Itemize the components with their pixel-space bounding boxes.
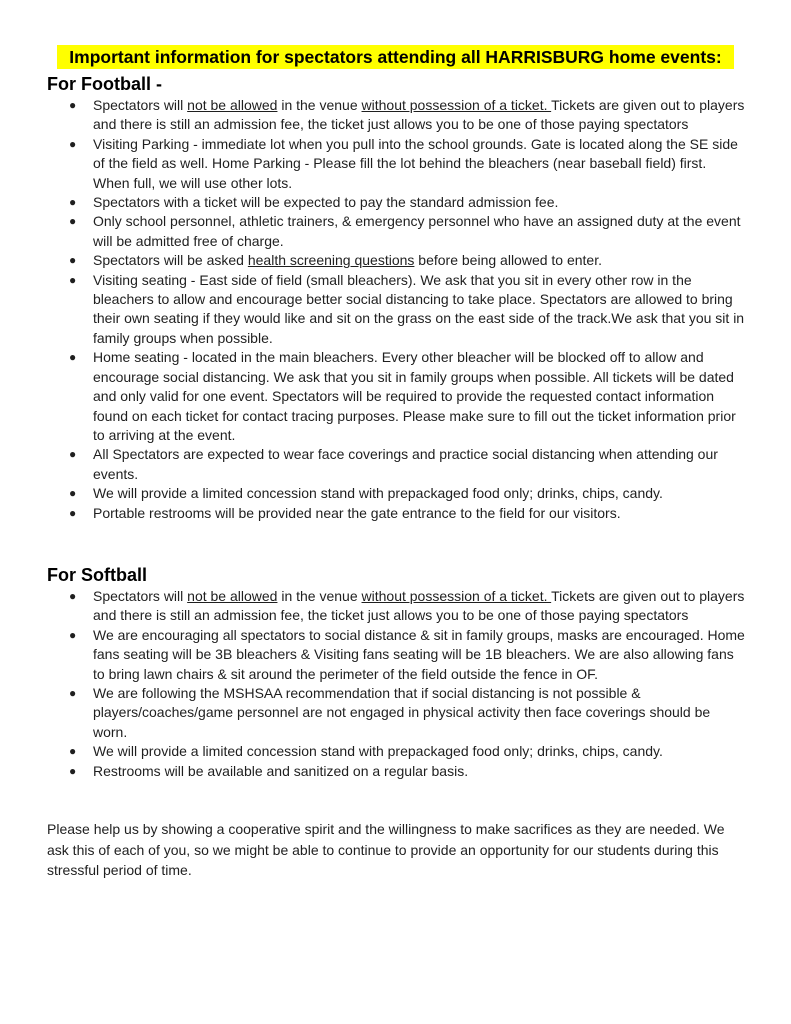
underlined-text: without possession of a ticket. <box>361 97 552 113</box>
important-info-banner: Important information for spectators attending all HARRISBURG home events: <box>57 45 734 69</box>
bullet-icon: ● <box>69 447 77 462</box>
bullet-icon: ● <box>69 253 77 268</box>
bullet-icon: ● <box>69 214 77 229</box>
bullet-text: Portable restrooms will be provided near the gate entrance to the field for our visitors. <box>93 504 621 521</box>
list-item <box>69 193 745 212</box>
list-item <box>69 96 745 135</box>
list-item <box>69 504 745 523</box>
underlined-text: health screening questions <box>247 252 415 269</box>
closing-paragraph: Please help us by showing a cooperative spirit and the willingness to make sacrifices as they are needed. We ask this of each of you, so we might be able to continue to provide an opportunity for our students during this stressful period of time. <box>47 821 725 878</box>
underlined-text: not be allowed <box>187 588 278 604</box>
bullet-icon: ● <box>69 350 77 365</box>
bullet-icon: ● <box>69 744 77 759</box>
bullet-icon: ● <box>69 763 77 778</box>
bullet-text: We are following the MSHSAA recommendation that if social distancing is not possible & players/coaches/game personnel are not engaged in physical activity then face coverings should be worn. <box>93 685 711 740</box>
bullet-text: Spectators with a ticket will be expected to pay the standard admission fee. <box>93 194 559 211</box>
list-item <box>69 626 745 684</box>
bullet-icon: ● <box>69 589 77 603</box>
bullet-icon: ● <box>69 136 77 151</box>
list-item <box>69 251 745 270</box>
bullet-icon: ● <box>69 195 77 210</box>
bullet-icon: ● <box>69 627 77 642</box>
football-bullet-list <box>69 96 745 523</box>
bullet-text: Spectators will be asked <box>93 252 248 269</box>
bullet-text: We are encouraging all spectators to social distance & sit in family groups, masks are encouraged. Home fans seating will be 3B bleachers & Visiting fans seating will be 1B bleachers. We are also allowing fans to bring lawn chairs & sit around the perimeter of the field outside the fence in OF. <box>93 626 745 682</box>
bullet-text: Spectators will <box>93 97 188 113</box>
list-item <box>69 684 745 742</box>
softball-bullet-list <box>69 587 745 781</box>
bullet-text: Visiting seating - East side of field (small bleachers). We ask that you sit in every other row in the bleachers to allow and encourage better social distancing to take place. Spectators are allowed to bring their own seating if they would like and sit on the grass on the east side of the track.We ask that you sit in family groups when possible. <box>93 271 745 346</box>
football-heading: For Football - <box>47 74 162 94</box>
bullet-text: Home seating - located in the main bleachers. Every other bleacher will be blocked off to allow and encourage social distancing. We ask that you sit in family groups when possible. All tickets will be dated and only valid for one event. Spectators will be required to provide the requested contact information found on each ticket for contact tracing purposes. Please make sure to fill out the ticket information prior to arriving at the event. <box>93 349 736 443</box>
bullet-text: We will provide a limited concession stand with prepackaged food only; drinks, chips, candy. <box>93 485 663 502</box>
bullet-text: in the venue <box>277 97 362 113</box>
list-item <box>69 587 745 626</box>
bullet-icon: ● <box>69 505 77 520</box>
bullet-icon: ● <box>69 686 77 701</box>
underlined-text: not be allowed <box>187 97 278 113</box>
list-item <box>69 135 745 193</box>
list-item <box>69 445 745 484</box>
bullet-text: Spectators will <box>93 588 188 604</box>
list-item <box>69 212 745 251</box>
softball-heading: For Softball <box>47 565 147 585</box>
bullet-icon: ● <box>69 486 77 501</box>
bullet-icon: ● <box>69 272 77 287</box>
bullet-text: Tickets are given out to players and there is still an admission fee, the ticket just allows you to be one of those paying spectators <box>93 97 745 133</box>
bullet-text: Only school personnel, athletic trainers, & emergency personnel who have an assigned duty at the event will be admitted free of charge. <box>93 213 741 249</box>
bullet-text: Tickets are given out to players and there is still an admission fee, the ticket just allows you to be one of those paying spectators <box>93 588 745 624</box>
list-item <box>69 742 745 761</box>
bullet-text: We will provide a limited concession stand with prepackaged food only; drinks, chips, candy. <box>93 743 663 760</box>
bullet-text: Visiting Parking - immediate lot when you pull into the school grounds. Gate is located along the SE side of the field as well. Home Parking - Please fill the lot behind the bleachers (near baseball field) first. When full, we will use other lots. <box>93 135 738 191</box>
bullet-text: in the venue <box>277 588 362 604</box>
list-item <box>69 484 745 503</box>
list-item <box>69 271 745 349</box>
bullet-text: before being allowed to enter. <box>414 252 602 269</box>
bullet-icon: ● <box>69 98 77 112</box>
underlined-text: without possession of a ticket. <box>361 588 552 604</box>
bullet-text: All Spectators are expected to wear face coverings and practice social distancing when attending our events. <box>93 446 718 482</box>
list-item <box>69 762 745 781</box>
list-item <box>69 348 745 445</box>
bullet-text: Restrooms will be available and sanitized on a regular basis. <box>93 762 469 779</box>
